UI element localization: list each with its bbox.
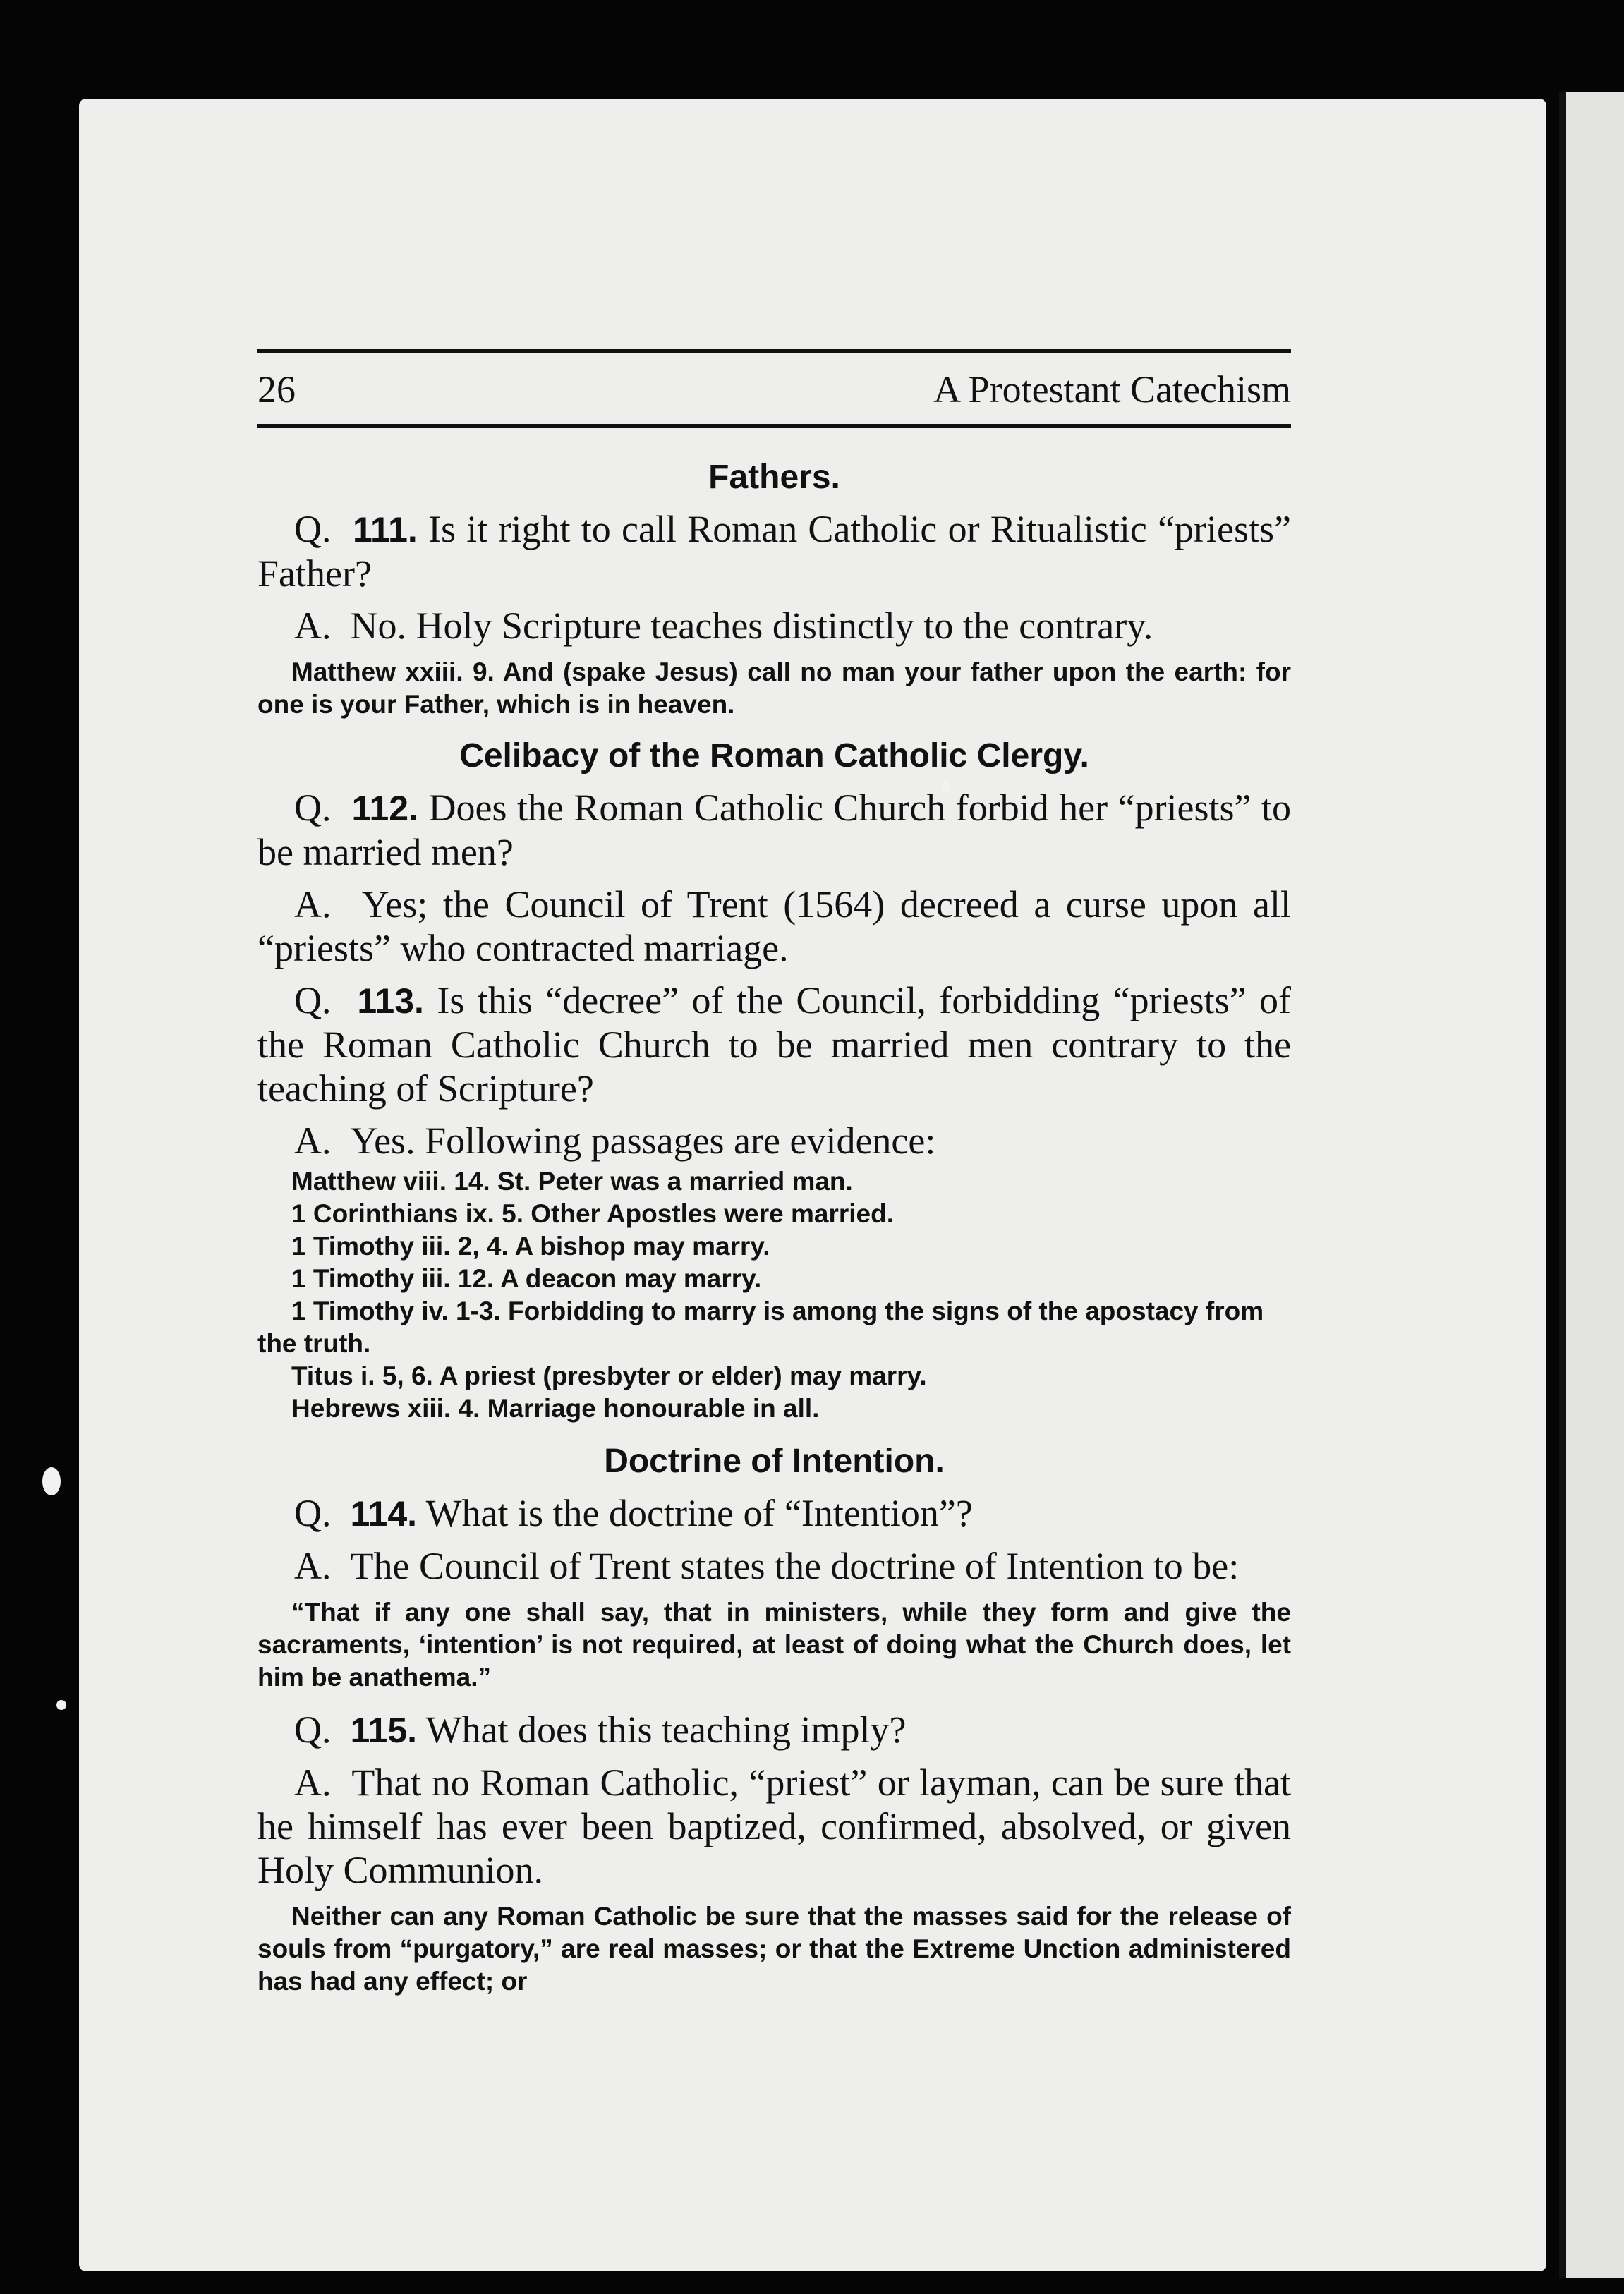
- answer-prefix: A.: [294, 605, 332, 647]
- question-text: Is it right to call Roman Catholic or Ritualistic “priests” Father?: [257, 508, 1292, 595]
- scripture-reference: 1 Timothy iii. 12. A deacon may marry.: [291, 1264, 762, 1293]
- scripture-reference: Titus i. 5, 6. A priest (presbyter or elder) may marry.: [291, 1361, 927, 1390]
- question-115: [257, 1708, 1291, 1752]
- answer-114: [257, 1544, 1291, 1588]
- question-prefix: Q.: [294, 1709, 332, 1751]
- question-text: What is the doctrine of “Intention”?: [425, 1492, 973, 1534]
- question-text: Does the Roman Catholic Church forbid her “priests” to be married men?: [257, 787, 1292, 873]
- scripture-reference: [257, 1295, 1291, 1360]
- question-111: [257, 507, 1291, 595]
- note-text: Neither can any Roman Catholic be sure that the masses said for the release of souls from “purgatory,” are real masses; or that the Extreme Unction administered has had any effect; or: [257, 1902, 1291, 1996]
- question-text: What does this teaching imply?: [425, 1709, 907, 1751]
- question-number: 111.: [353, 510, 418, 550]
- answer-text: The Council of Trent states the doctrine of Intention to be:: [350, 1545, 1240, 1587]
- question-prefix: Q.: [294, 979, 332, 1021]
- answer-113: [257, 1119, 1291, 1163]
- scan-speck: [42, 1467, 61, 1495]
- scripture-reference-111: [257, 656, 1291, 721]
- page-number: 26: [257, 368, 296, 411]
- scan-speck: [56, 1700, 66, 1710]
- reference-text: 1 Timothy iv. 1-3. Forbidding to marry is among the signs of the apostacy from the truth.: [257, 1297, 1264, 1358]
- header-rule-bottom: [257, 424, 1291, 428]
- answer-111: [257, 604, 1291, 648]
- answer-prefix: A.: [294, 1119, 332, 1162]
- running-title: A Protestant Catechism: [933, 368, 1291, 411]
- section-heading-celibacy: Celibacy of the Roman Catholic Clergy.: [459, 737, 1089, 775]
- scripture-reference: Matthew viii. 14. St. Peter was a married man.: [291, 1167, 853, 1196]
- question-text: Is this “decree” of the Council, forbidding “priests” of the Roman Catholic Church to be married men contrary to the teaching of Scripture?: [257, 979, 1291, 1110]
- question-number: 113.: [357, 981, 424, 1021]
- answer-prefix: A.: [294, 883, 332, 926]
- answer-text: Yes; the Council of Trent (1564) decreed a curse upon all “priests” who contracted marriage.: [257, 883, 1291, 969]
- running-header: [257, 353, 1291, 424]
- answer-prefix: A.: [294, 1545, 332, 1587]
- quotation-text: “That if any one shall say, that in ministers, while they form and give the sacraments, ‘intention’ is not required, at least of doing what the Church does, let him be anathema.”: [257, 1598, 1291, 1692]
- scripture-reference: 1 Corinthians ix. 5. Other Apostles were married.: [291, 1199, 894, 1228]
- section-heading-intention: Doctrine of Intention.: [604, 1443, 945, 1480]
- answer-text: That no Roman Catholic, “priest” or layman, can be sure that he himself has ever been baptized, confirmed, absolved, or given Holy Communion.: [257, 1761, 1292, 1891]
- scripture-reference: Hebrews xiii. 4. Marriage honourable in all.: [291, 1394, 820, 1423]
- question-number: 112.: [351, 789, 419, 828]
- scripture-reference-list: [257, 1165, 1291, 1425]
- section-heading-fathers: Fathers.: [708, 459, 840, 496]
- reference-text: Matthew xxiii. 9. And (spake Jesus) call no man your father upon the earth: for one is your Father, which is in heaven.: [257, 657, 1291, 719]
- answer-115: [257, 1761, 1291, 1892]
- question-prefix: Q.: [294, 787, 332, 829]
- question-prefix: Q.: [294, 508, 332, 550]
- answer-text: Yes. Following passages are evidence:: [350, 1119, 936, 1162]
- answer-prefix: A.: [294, 1761, 332, 1804]
- council-quotation: [257, 1596, 1291, 1694]
- scripture-reference: 1 Timothy iii. 2, 4. A bishop may marry.: [291, 1232, 770, 1261]
- question-114: [257, 1491, 1291, 1536]
- note-115: [257, 1900, 1291, 1998]
- question-number: 114.: [350, 1494, 418, 1534]
- facing-page-edge: [1559, 92, 1624, 2278]
- question-112: [257, 786, 1291, 874]
- question-113: [257, 978, 1291, 1110]
- question-number: 115.: [350, 1711, 418, 1750]
- answer-112: [257, 882, 1291, 970]
- page-text: [257, 349, 1291, 2012]
- answer-text: No. Holy Scripture teaches distinctly to the contrary.: [350, 605, 1153, 647]
- question-prefix: Q.: [294, 1492, 332, 1534]
